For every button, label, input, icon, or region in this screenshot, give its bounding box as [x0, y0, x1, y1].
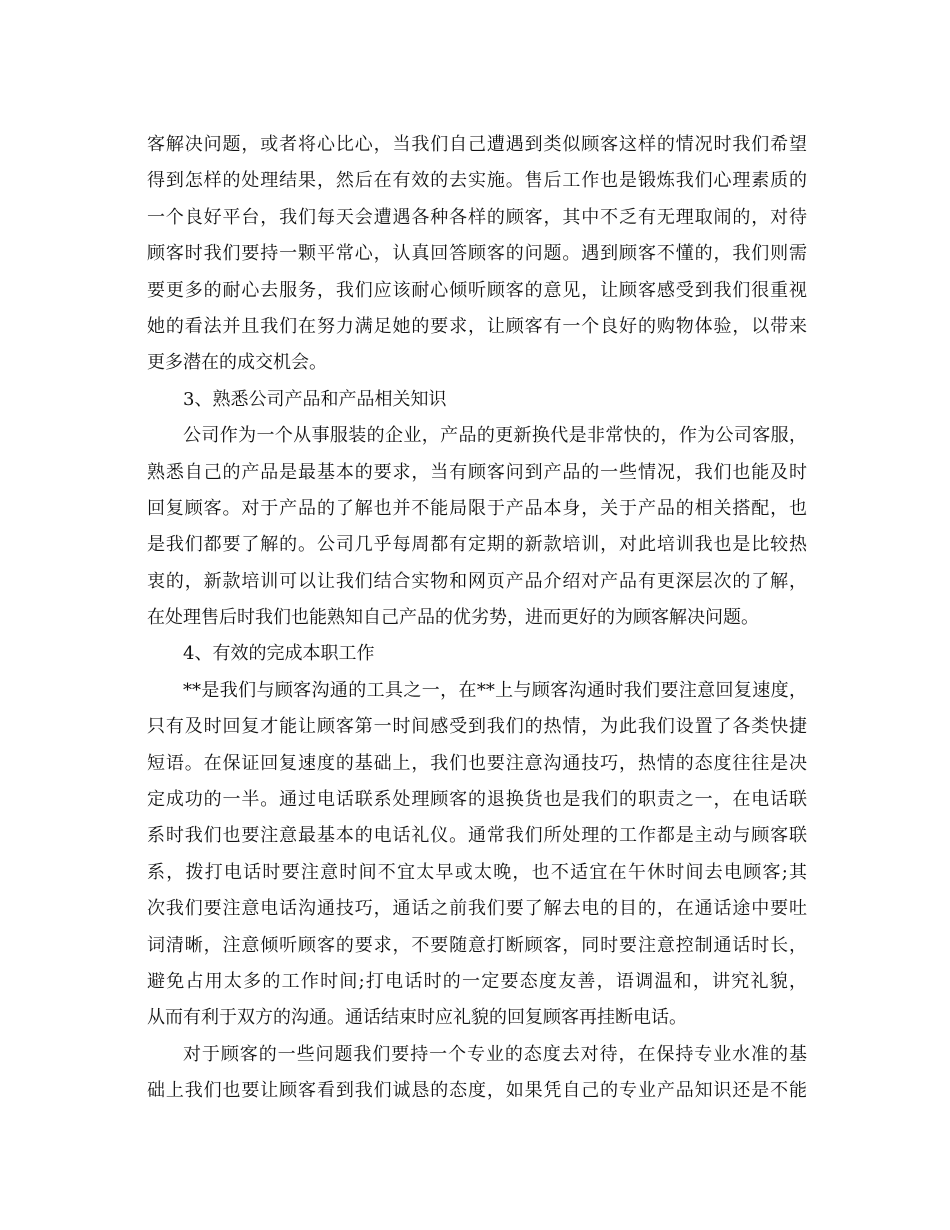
text-line: 客解决问题，或者将心比心，当我们自己遭遇到类似顾客这样的情况时我们希望 [147, 134, 807, 155]
text-line: 要更多的耐心去服务，我们应该耐心倾听顾客的意见，让顾客感受到我们很重视 [147, 279, 807, 301]
text-line: 词清晰，注意倾听顾客的要求，不要随意打断顾客，同时要注意控制通话时长， [147, 934, 807, 956]
text-line: 一个良好平台，我们每天会遭遇各种各样的顾客，其中不乏有无理取闹的，对待 [147, 206, 807, 228]
document-body [147, 127, 807, 1110]
text-line: 对于顾客的一些问题我们要持一个专业的态度去对待，在保持专业水准的基 [183, 1043, 807, 1065]
text-line: 在处理售后时我们也能熟知自己产品的优劣势，进而更好的为顾客解决问题。 [147, 607, 759, 629]
text-line: 从而有利于双方的沟通。通话结束时应礼貌的回复顾客再挂断电话。 [147, 1007, 687, 1029]
text-line: 系，拨打电话时要注意时间不宜太早或太晚，也不适宜在午休时间去电顾客;其 [147, 861, 807, 883]
text-line: 公司作为一个从事服装的企业，产品的更新换代是非常快的，作为公司客服， [183, 425, 807, 447]
section-heading: 4、有效的完成本职工作 [183, 643, 375, 665]
text-line: **是我们与顾客沟通的工具之一，在**上与顾客沟通时我们要注意回复速度， [183, 679, 807, 701]
text-line: 熟悉自己的产品是最基本的要求，当有顾客问到产品的一些情况，我们也能及时 [147, 461, 807, 483]
text-line: 础上我们也要让顾客看到我们诚恳的态度，如果凭自己的专业产品知识还是不能 [147, 1080, 807, 1102]
text-line: 回复顾客。对于产品的了解也并不能局限于产品本身，关于产品的相关搭配，也 [147, 497, 807, 519]
text-line: 更多潜在的成交机会。 [147, 352, 327, 374]
text-line: 是我们都要了解的。公司几乎每周都有定期的新款培训，对此培训我也是比较热 [147, 534, 807, 556]
text-line: 得到怎样的处理结果，然后在有效的去实施。售后工作也是锻炼我们心理素质的 [147, 170, 807, 192]
text-line: 系时我们也要注意最基本的电话礼仪。通常我们所处理的工作都是主动与顾客联 [147, 825, 807, 847]
text-line: 短语。在保证回复速度的基础上，我们也要注意沟通技巧，热情的态度往往是决 [147, 752, 807, 774]
text-line: 定成功的一半。通过电话联系处理顾客的退换货也是我们的职责之一，在电话联 [147, 789, 807, 811]
text-line: 避免占用太多的工作时间;打电话时的一定要态度友善，语调温和，讲究礼貌， [147, 970, 807, 992]
text-line: 她的看法并且我们在努力满足她的要求，让顾客有一个良好的购物体验，以带来 [147, 315, 807, 337]
text-line: 顾客时我们要持一颗平常心，认真回答顾客的问题。遇到顾客不懂的，我们则需 [147, 243, 807, 265]
section-heading: 3、熟悉公司产品和产品相关知识 [183, 388, 447, 410]
text-line: 衷的，新款培训可以让我们结合实物和网页产品介绍对产品有更深层次的了解， [147, 570, 807, 592]
text-line: 只有及时回复才能让顾客第一时间感受到我们的热情，为此我们设置了各类快捷 [147, 716, 807, 738]
text-line: 次我们要注意电话沟通技巧，通话之前我们要了解去电的目的，在通话途中要吐 [147, 898, 807, 920]
